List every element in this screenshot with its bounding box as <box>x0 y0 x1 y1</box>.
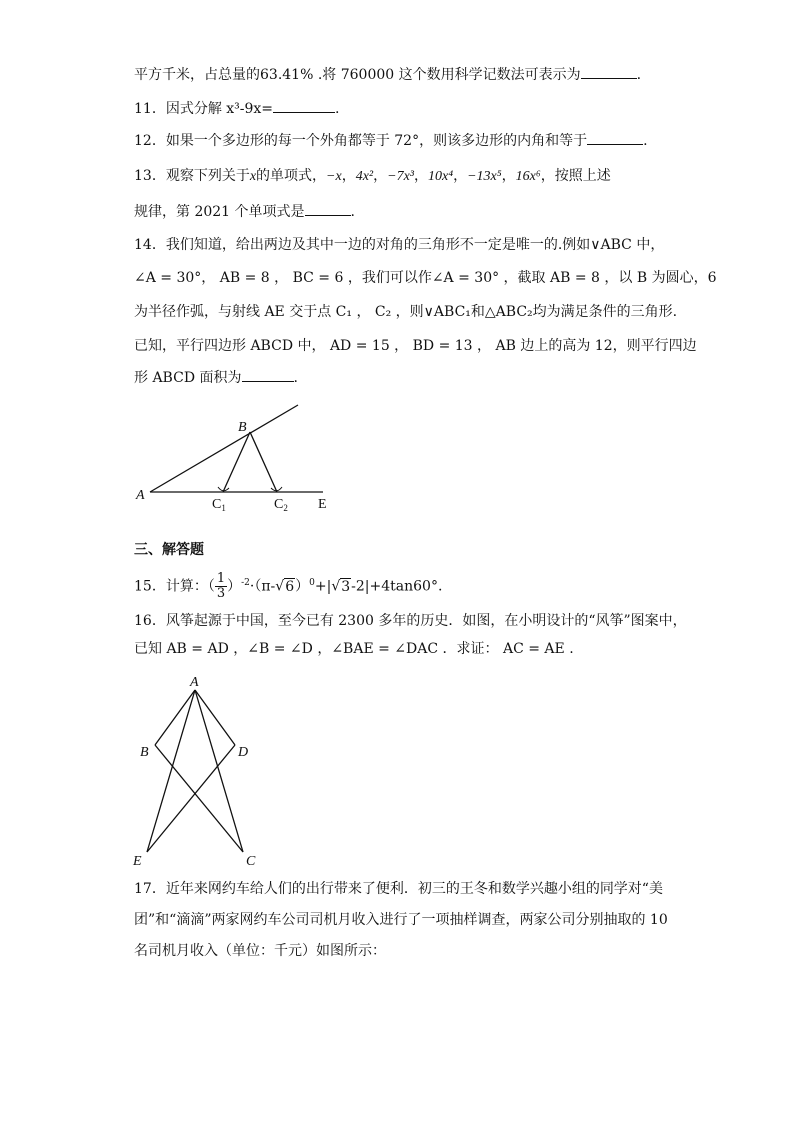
label-b: B <box>238 420 247 435</box>
answer-blank <box>581 66 637 79</box>
question-15: 15．计算：（ $\frac{1}{3}$ ）$^{-2}\cdot(\pi-√6)^0+|√3-2|+4\tan 60^\circ$. <box>134 571 443 602</box>
question-14-line-3: 为半径作弧，与射线 AE 交于点 C₁ ， C₂ ，则∨ABC₁和△ABC₂均为满足条件的三角形. <box>134 304 678 320</box>
question-10-continuation: 平方千米，占总量的63.41% .将 760000 这个数用科学记数法可表示为 . <box>134 67 642 83</box>
question-11: 11．因式分解 x³-9x= . <box>134 101 340 117</box>
question-13-line-2: 规律，第 2021 个单项式是 . <box>134 204 355 220</box>
label-c1: $C_1$ <box>212 497 226 513</box>
label-a: A <box>136 488 145 503</box>
question-14-line-1: 14．我们知道，给出两边及其中一边的对角的三角形不一定是唯一的.例如∨ABC 中， <box>134 237 665 253</box>
question-14-line-5: 形 ABCD 面积为 . <box>134 370 298 386</box>
fraction-one-third: $\frac{1}{3}$ <box>216 571 226 602</box>
segment-bc2 <box>250 432 277 492</box>
figure-triangle-construction <box>130 395 340 520</box>
question-16-line-2: 已知 AB = AD ，∠B = ∠D ，∠BAE = ∠DAC ．求证： AC = AE . <box>134 641 574 657</box>
question-14-line-2: ∠A = 30°， AB = 8 ， BC = 6 ，我们可以作∠A = 30° ，截取 AB = 8 ，以 B 为圆心，6 <box>134 270 717 286</box>
ray-line <box>150 405 298 492</box>
question-13-line-1: 13．观察下列关于x的单项式，−x，4x²，−7x³，10x⁴，−13x⁵，16x⁶，按照上述 <box>134 168 611 184</box>
segment-de <box>147 745 235 852</box>
segment-ad <box>195 690 235 745</box>
question-17-line-3: 名司机月收入（单位：千元）如图所示： <box>134 943 386 959</box>
label-e: E <box>133 854 142 869</box>
question-16-line-1: 16．风筝起源于中国，至今已有 2300 多年的历史．如图，在小明设计的“风筝”图案中， <box>134 613 687 629</box>
answer-blank <box>273 100 335 113</box>
label-b: B <box>140 745 149 760</box>
segment-ab <box>155 690 195 745</box>
question-14-line-4: 已知，平行四边形 ABCD 中， AD = 15 ， BD = 13 ， AB 边上的高为 12，则平行四边 <box>134 338 697 354</box>
label-d: D <box>238 745 249 760</box>
question-12: 12．如果一个多边形的每一个外角都等于 72°，则该多边形的内角和等于 . <box>134 133 648 149</box>
answer-blank <box>587 132 643 145</box>
sqrt-symbol: √ <box>331 578 341 595</box>
segment-ac <box>195 690 243 852</box>
segment-ae <box>147 690 195 852</box>
label-c: C <box>246 854 256 869</box>
question-17-line-1: 17．近年来网约车给人们的出行带来了便利．初三的王冬和数学兴趣小组的同学对“美 <box>134 881 663 897</box>
q10-text: 平方千米，占总量的63.41% .将 760000 这个数用科学记数法可表示为 <box>134 67 581 83</box>
section-heading: 三、解答题 <box>134 542 204 558</box>
label-c2: $C_2$ <box>274 497 288 513</box>
label-a: A <box>190 675 199 690</box>
answer-blank <box>305 203 351 216</box>
segment-bc <box>155 745 243 852</box>
question-17-line-2: 团”和“滴滴”两家网约车公司司机月收入进行了一项抽样调查，两家公司分别抽取的 10 <box>134 912 668 928</box>
figure-kite <box>128 672 268 872</box>
answer-blank <box>242 369 294 382</box>
label-e: E <box>318 497 327 512</box>
sqrt-symbol: √ <box>275 578 285 595</box>
